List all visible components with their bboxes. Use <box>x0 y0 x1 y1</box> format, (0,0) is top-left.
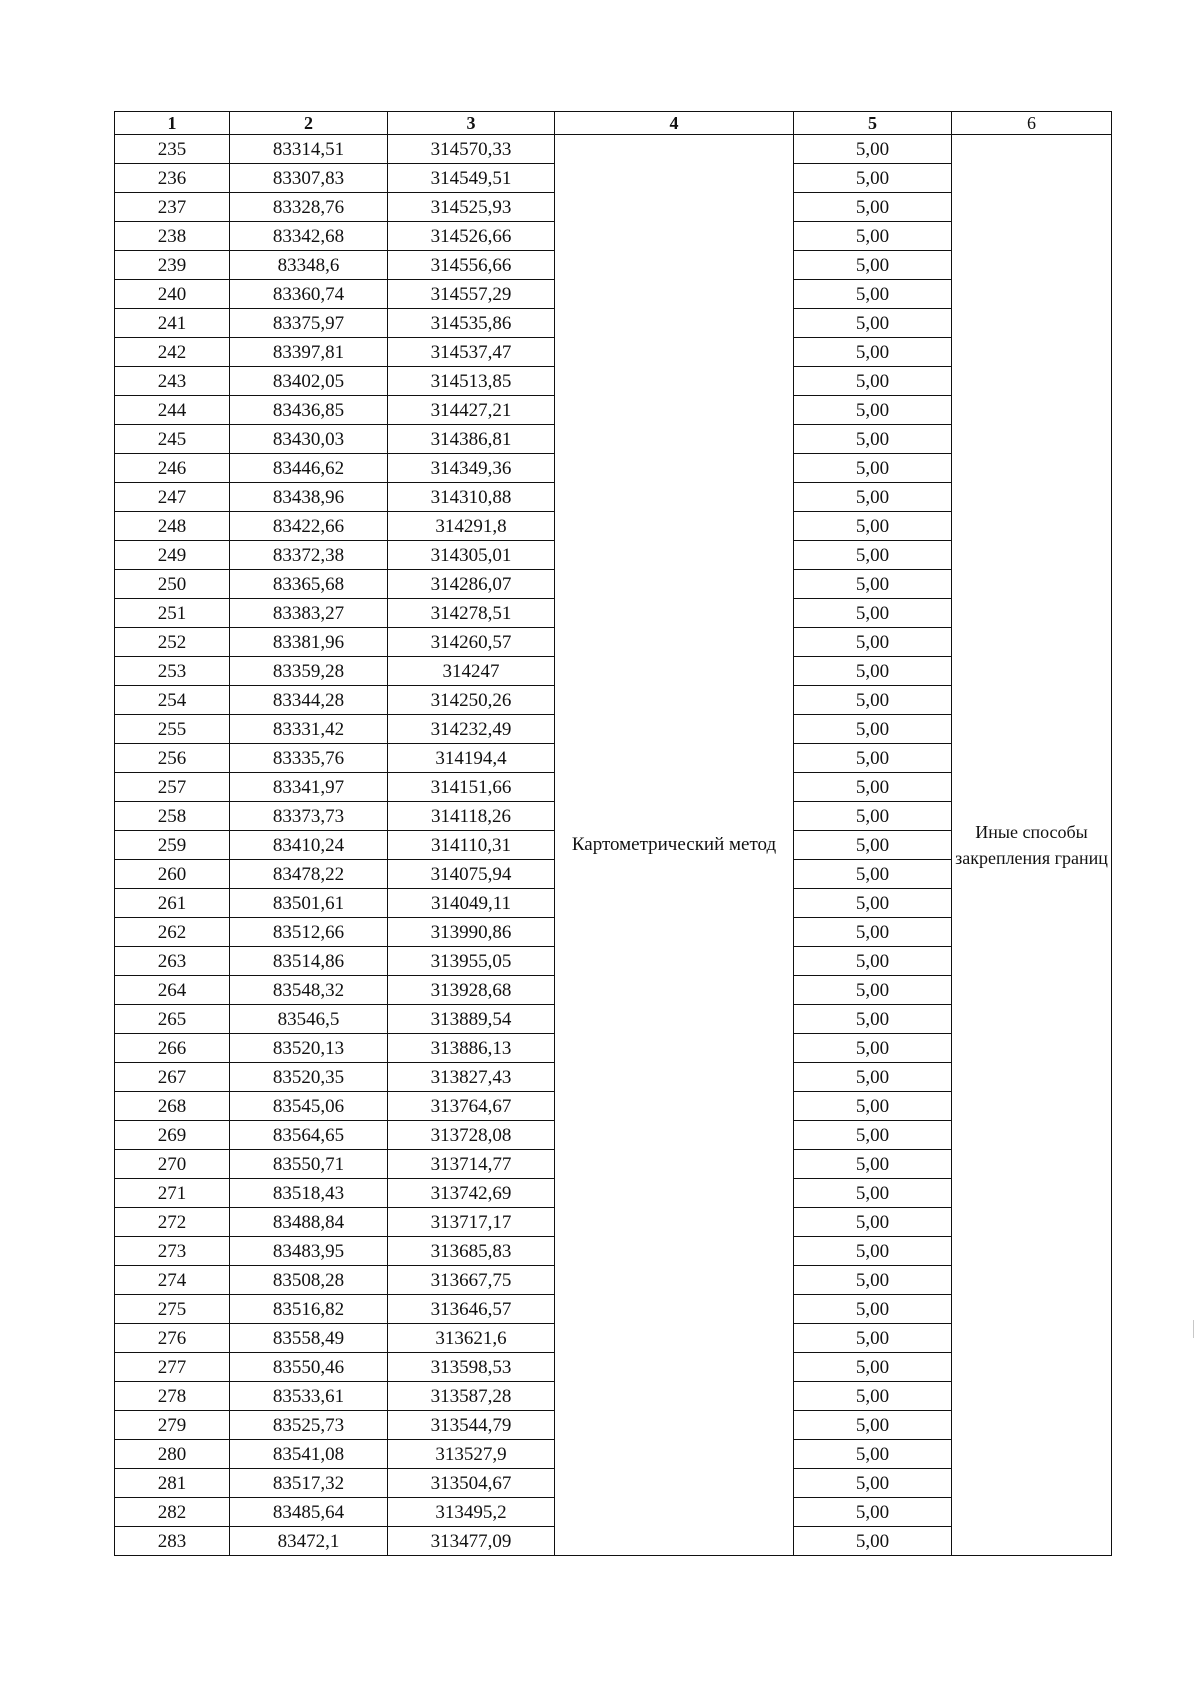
boundary-points-table <box>114 111 1112 1556</box>
x-coordinate-cell: 83342,68 <box>230 222 388 251</box>
accuracy-cell: 5,00 <box>794 1237 952 1266</box>
accuracy-cell: 5,00 <box>794 483 952 512</box>
y-coordinate-cell: 314549,51 <box>388 164 555 193</box>
y-coordinate-cell: 314525,93 <box>388 193 555 222</box>
accuracy-cell: 5,00 <box>794 686 952 715</box>
point-number-cell: 241 <box>115 309 230 338</box>
y-coordinate-cell: 314250,26 <box>388 686 555 715</box>
y-coordinate-cell: 314247 <box>388 657 555 686</box>
y-coordinate-cell: 313504,67 <box>388 1469 555 1498</box>
accuracy-cell: 5,00 <box>794 1324 952 1353</box>
x-coordinate-cell: 83328,76 <box>230 193 388 222</box>
y-coordinate-cell: 314305,01 <box>388 541 555 570</box>
accuracy-cell: 5,00 <box>794 1208 952 1237</box>
y-coordinate-cell: 313527,9 <box>388 1440 555 1469</box>
y-coordinate-cell: 313742,69 <box>388 1179 555 1208</box>
fixing-method-cell: Иные способы закрепления границ <box>952 135 1112 1556</box>
table-body <box>115 135 1112 1556</box>
y-coordinate-cell: 313495,2 <box>388 1498 555 1527</box>
point-number-cell: 275 <box>115 1295 230 1324</box>
point-number-cell: 245 <box>115 425 230 454</box>
y-coordinate-cell: 314310,88 <box>388 483 555 512</box>
x-coordinate-cell: 83525,73 <box>230 1411 388 1440</box>
y-coordinate-cell: 313667,75 <box>388 1266 555 1295</box>
accuracy-cell: 5,00 <box>794 831 952 860</box>
accuracy-cell: 5,00 <box>794 164 952 193</box>
point-number-cell: 257 <box>115 773 230 802</box>
point-number-cell: 280 <box>115 1440 230 1469</box>
y-coordinate-cell: 314291,8 <box>388 512 555 541</box>
accuracy-cell: 5,00 <box>794 1121 952 1150</box>
accuracy-cell: 5,00 <box>794 280 952 309</box>
x-coordinate-cell: 83512,66 <box>230 918 388 947</box>
y-coordinate-cell: 313717,17 <box>388 1208 555 1237</box>
point-number-cell: 247 <box>115 483 230 512</box>
x-coordinate-cell: 83372,38 <box>230 541 388 570</box>
x-coordinate-cell: 83446,62 <box>230 454 388 483</box>
point-number-cell: 246 <box>115 454 230 483</box>
point-number-cell: 260 <box>115 860 230 889</box>
x-coordinate-cell: 83438,96 <box>230 483 388 512</box>
point-number-cell: 282 <box>115 1498 230 1527</box>
x-coordinate-cell: 83478,22 <box>230 860 388 889</box>
y-coordinate-cell: 314386,81 <box>388 425 555 454</box>
y-coordinate-cell: 313714,77 <box>388 1150 555 1179</box>
header-col-5: 5 <box>794 112 952 135</box>
table-header <box>115 112 1112 135</box>
accuracy-cell: 5,00 <box>794 512 952 541</box>
accuracy-cell: 5,00 <box>794 1353 952 1382</box>
x-coordinate-cell: 83359,28 <box>230 657 388 686</box>
y-coordinate-cell: 314049,11 <box>388 889 555 918</box>
y-coordinate-cell: 313646,57 <box>388 1295 555 1324</box>
y-coordinate-cell: 313728,08 <box>388 1121 555 1150</box>
accuracy-cell: 5,00 <box>794 1150 952 1179</box>
header-col-2: 2 <box>230 112 388 135</box>
y-coordinate-cell: 313955,05 <box>388 947 555 976</box>
accuracy-cell: 5,00 <box>794 599 952 628</box>
accuracy-cell: 5,00 <box>794 947 952 976</box>
accuracy-cell: 5,00 <box>794 222 952 251</box>
y-coordinate-cell: 314349,36 <box>388 454 555 483</box>
point-number-cell: 268 <box>115 1092 230 1121</box>
accuracy-cell: 5,00 <box>794 193 952 222</box>
y-coordinate-cell: 314232,49 <box>388 715 555 744</box>
x-coordinate-cell: 83344,28 <box>230 686 388 715</box>
y-coordinate-cell: 314537,47 <box>388 338 555 367</box>
method-cell: Картометрический метод <box>555 135 794 1556</box>
point-number-cell: 273 <box>115 1237 230 1266</box>
y-coordinate-cell: 313587,28 <box>388 1382 555 1411</box>
point-number-cell: 281 <box>115 1469 230 1498</box>
accuracy-cell: 5,00 <box>794 570 952 599</box>
x-coordinate-cell: 83314,51 <box>230 135 388 164</box>
x-coordinate-cell: 83335,76 <box>230 744 388 773</box>
x-coordinate-cell: 83381,96 <box>230 628 388 657</box>
x-coordinate-cell: 83516,82 <box>230 1295 388 1324</box>
point-number-cell: 277 <box>115 1353 230 1382</box>
y-coordinate-cell: 313544,79 <box>388 1411 555 1440</box>
x-coordinate-cell: 83550,46 <box>230 1353 388 1382</box>
y-coordinate-cell: 314118,26 <box>388 802 555 831</box>
point-number-cell: 239 <box>115 251 230 280</box>
point-number-cell: 266 <box>115 1034 230 1063</box>
accuracy-cell: 5,00 <box>794 135 952 164</box>
x-coordinate-cell: 83436,85 <box>230 396 388 425</box>
point-number-cell: 249 <box>115 541 230 570</box>
point-number-cell: 242 <box>115 338 230 367</box>
point-number-cell: 278 <box>115 1382 230 1411</box>
point-number-cell: 235 <box>115 135 230 164</box>
x-coordinate-cell: 83550,71 <box>230 1150 388 1179</box>
y-coordinate-cell: 314278,51 <box>388 599 555 628</box>
point-number-cell: 238 <box>115 222 230 251</box>
point-number-cell: 251 <box>115 599 230 628</box>
accuracy-cell: 5,00 <box>794 251 952 280</box>
x-coordinate-cell: 83548,32 <box>230 976 388 1005</box>
x-coordinate-cell: 83331,42 <box>230 715 388 744</box>
point-number-cell: 269 <box>115 1121 230 1150</box>
accuracy-cell: 5,00 <box>794 715 952 744</box>
x-coordinate-cell: 83375,97 <box>230 309 388 338</box>
x-coordinate-cell: 83383,27 <box>230 599 388 628</box>
point-number-cell: 283 <box>115 1527 230 1556</box>
accuracy-cell: 5,00 <box>794 1034 952 1063</box>
x-coordinate-cell: 83517,32 <box>230 1469 388 1498</box>
x-coordinate-cell: 83508,28 <box>230 1266 388 1295</box>
y-coordinate-cell: 313928,68 <box>388 976 555 1005</box>
x-coordinate-cell: 83545,06 <box>230 1092 388 1121</box>
point-number-cell: 255 <box>115 715 230 744</box>
accuracy-cell: 5,00 <box>794 1527 952 1556</box>
accuracy-cell: 5,00 <box>794 367 952 396</box>
y-coordinate-cell: 313990,86 <box>388 918 555 947</box>
point-number-cell: 244 <box>115 396 230 425</box>
accuracy-cell: 5,00 <box>794 425 952 454</box>
accuracy-cell: 5,00 <box>794 1382 952 1411</box>
x-coordinate-cell: 83373,73 <box>230 802 388 831</box>
y-coordinate-cell: 314557,29 <box>388 280 555 309</box>
accuracy-cell: 5,00 <box>794 744 952 773</box>
x-coordinate-cell: 83485,64 <box>230 1498 388 1527</box>
x-coordinate-cell: 83483,95 <box>230 1237 388 1266</box>
y-coordinate-cell: 313598,53 <box>388 1353 555 1382</box>
point-number-cell: 240 <box>115 280 230 309</box>
y-coordinate-cell: 313621,6 <box>388 1324 555 1353</box>
x-coordinate-cell: 83520,13 <box>230 1034 388 1063</box>
y-coordinate-cell: 314427,21 <box>388 396 555 425</box>
accuracy-cell: 5,00 <box>794 918 952 947</box>
accuracy-cell: 5,00 <box>794 1498 952 1527</box>
point-number-cell: 236 <box>115 164 230 193</box>
header-row <box>115 112 1112 135</box>
point-number-cell: 263 <box>115 947 230 976</box>
accuracy-cell: 5,00 <box>794 1063 952 1092</box>
header-col-3: 3 <box>388 112 555 135</box>
point-number-cell: 265 <box>115 1005 230 1034</box>
accuracy-cell: 5,00 <box>794 1005 952 1034</box>
accuracy-cell: 5,00 <box>794 454 952 483</box>
y-coordinate-cell: 313477,09 <box>388 1527 555 1556</box>
x-coordinate-cell: 83422,66 <box>230 512 388 541</box>
y-coordinate-cell: 314194,4 <box>388 744 555 773</box>
point-number-cell: 248 <box>115 512 230 541</box>
accuracy-cell: 5,00 <box>794 860 952 889</box>
x-coordinate-cell: 83307,83 <box>230 164 388 193</box>
y-coordinate-cell: 314260,57 <box>388 628 555 657</box>
accuracy-cell: 5,00 <box>794 1266 952 1295</box>
x-coordinate-cell: 83397,81 <box>230 338 388 367</box>
x-coordinate-cell: 83402,05 <box>230 367 388 396</box>
x-coordinate-cell: 83410,24 <box>230 831 388 860</box>
accuracy-cell: 5,00 <box>794 773 952 802</box>
point-number-cell: 272 <box>115 1208 230 1237</box>
y-coordinate-cell: 313827,43 <box>388 1063 555 1092</box>
x-coordinate-cell: 83541,08 <box>230 1440 388 1469</box>
y-coordinate-cell: 314151,66 <box>388 773 555 802</box>
y-coordinate-cell: 314535,86 <box>388 309 555 338</box>
x-coordinate-cell: 83518,43 <box>230 1179 388 1208</box>
header-col-1: 1 <box>115 112 230 135</box>
x-coordinate-cell: 83348,6 <box>230 251 388 280</box>
x-coordinate-cell: 83520,35 <box>230 1063 388 1092</box>
y-coordinate-cell: 314526,66 <box>388 222 555 251</box>
accuracy-cell: 5,00 <box>794 1179 952 1208</box>
accuracy-cell: 5,00 <box>794 628 952 657</box>
x-coordinate-cell: 83533,61 <box>230 1382 388 1411</box>
accuracy-cell: 5,00 <box>794 338 952 367</box>
x-coordinate-cell: 83564,65 <box>230 1121 388 1150</box>
x-coordinate-cell: 83558,49 <box>230 1324 388 1353</box>
accuracy-cell: 5,00 <box>794 889 952 918</box>
x-coordinate-cell: 83360,74 <box>230 280 388 309</box>
x-coordinate-cell: 83472,1 <box>230 1527 388 1556</box>
x-coordinate-cell: 83430,03 <box>230 425 388 454</box>
accuracy-cell: 5,00 <box>794 657 952 686</box>
table-row <box>115 135 1112 164</box>
y-coordinate-cell: 313886,13 <box>388 1034 555 1063</box>
accuracy-cell: 5,00 <box>794 396 952 425</box>
accuracy-cell: 5,00 <box>794 541 952 570</box>
y-coordinate-cell: 314513,85 <box>388 367 555 396</box>
x-coordinate-cell: 83488,84 <box>230 1208 388 1237</box>
y-coordinate-cell: 313685,83 <box>388 1237 555 1266</box>
x-coordinate-cell: 83501,61 <box>230 889 388 918</box>
x-coordinate-cell: 83341,97 <box>230 773 388 802</box>
point-number-cell: 250 <box>115 570 230 599</box>
point-number-cell: 270 <box>115 1150 230 1179</box>
point-number-cell: 254 <box>115 686 230 715</box>
x-coordinate-cell: 83365,68 <box>230 570 388 599</box>
point-number-cell: 276 <box>115 1324 230 1353</box>
y-coordinate-cell: 314110,31 <box>388 831 555 860</box>
point-number-cell: 258 <box>115 802 230 831</box>
point-number-cell: 259 <box>115 831 230 860</box>
point-number-cell: 271 <box>115 1179 230 1208</box>
y-coordinate-cell: 314556,66 <box>388 251 555 280</box>
point-number-cell: 253 <box>115 657 230 686</box>
x-coordinate-cell: 83514,86 <box>230 947 388 976</box>
y-coordinate-cell: 313764,67 <box>388 1092 555 1121</box>
y-coordinate-cell: 313889,54 <box>388 1005 555 1034</box>
accuracy-cell: 5,00 <box>794 1295 952 1324</box>
point-number-cell: 274 <box>115 1266 230 1295</box>
accuracy-cell: 5,00 <box>794 1440 952 1469</box>
y-coordinate-cell: 314075,94 <box>388 860 555 889</box>
x-coordinate-cell: 83546,5 <box>230 1005 388 1034</box>
accuracy-cell: 5,00 <box>794 1411 952 1440</box>
point-number-cell: 267 <box>115 1063 230 1092</box>
y-coordinate-cell: 314286,07 <box>388 570 555 599</box>
point-number-cell: 261 <box>115 889 230 918</box>
accuracy-cell: 5,00 <box>794 976 952 1005</box>
scan-mark <box>1193 1320 1194 1338</box>
point-number-cell: 243 <box>115 367 230 396</box>
header-col-6: 6 <box>952 112 1112 135</box>
accuracy-cell: 5,00 <box>794 1469 952 1498</box>
y-coordinate-cell: 314570,33 <box>388 135 555 164</box>
point-number-cell: 256 <box>115 744 230 773</box>
point-number-cell: 237 <box>115 193 230 222</box>
point-number-cell: 279 <box>115 1411 230 1440</box>
header-col-4: 4 <box>555 112 794 135</box>
accuracy-cell: 5,00 <box>794 1092 952 1121</box>
accuracy-cell: 5,00 <box>794 802 952 831</box>
accuracy-cell: 5,00 <box>794 309 952 338</box>
point-number-cell: 252 <box>115 628 230 657</box>
point-number-cell: 264 <box>115 976 230 1005</box>
point-number-cell: 262 <box>115 918 230 947</box>
